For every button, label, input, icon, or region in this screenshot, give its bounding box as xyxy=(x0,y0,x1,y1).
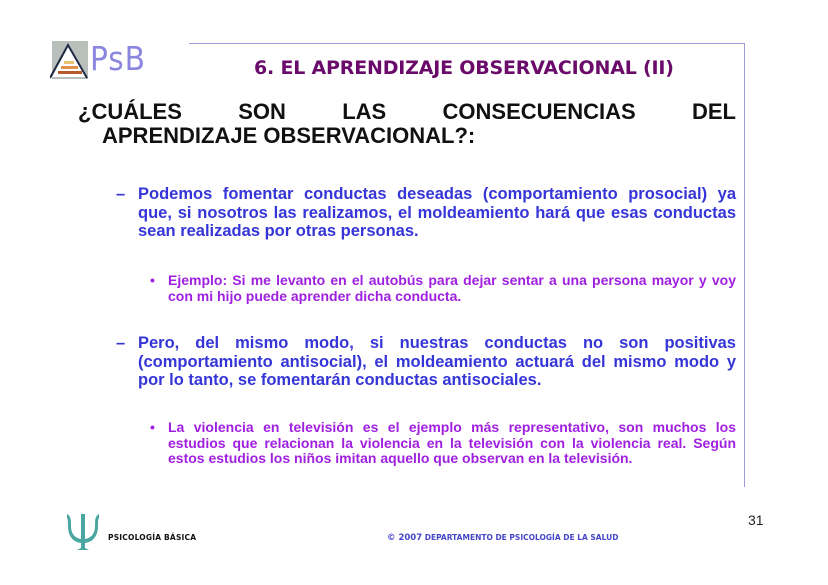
bullet-marker: • xyxy=(150,272,155,288)
department-name: DEPARTAMENTO DE PSICOLOGÍA DE LA SALUD xyxy=(424,533,619,542)
dash-item-prosocial xyxy=(116,185,736,241)
main-question-heading xyxy=(78,100,736,148)
dash-marker: – xyxy=(116,185,126,203)
dash-item-text: Pero, del mismo modo, si nuestras conductas no son positivas (comportamiento antisocial), el moldeamiento actuará del mismo modo y por lo tanto, se fomentarán conductas antisociales. xyxy=(138,334,736,389)
frame-top-line xyxy=(189,43,745,44)
heading-word: DEL xyxy=(691,99,736,124)
bullet-marker: • xyxy=(150,419,155,435)
pyramid-logo-icon xyxy=(50,41,88,79)
bullet-item-example-bus xyxy=(150,273,736,304)
footer-copyright xyxy=(387,533,618,543)
bullet-item-example-tv xyxy=(150,420,736,467)
page-number: 31 xyxy=(748,512,764,528)
dash-item-text: Podemos fomentar conductas deseadas (comportamiento prosocial) ya que, si nosotros las realizamos, el moldeamiento hará que esas conductas sean realizadas por otras personas. xyxy=(138,185,736,240)
frame-right-line xyxy=(744,43,745,487)
heading-word: SON xyxy=(238,99,286,124)
heading-word: ¿CUÁLES xyxy=(78,99,182,124)
psb-logo xyxy=(50,38,190,83)
copyright-year: © 2007 xyxy=(387,533,423,543)
bullet-item-text: Ejemplo: Si me levanto en el autobús para dejar sentar a una persona mayor y voy con mi hijo puede aprender dicha conducta. xyxy=(168,272,736,304)
heading-line-2: APRENDIZAJE OBSERVACIONAL?: xyxy=(102,123,476,148)
logo-text: PsB xyxy=(90,39,146,78)
bullet-item-text: La violencia en televisión es el ejemplo más representativo, son muchos los estudios que relacionan la violencia en la televisión con la violencia real. Según estos estudios los niños imitan aquello que observan en la televisión. xyxy=(168,419,736,466)
heading-word: CONSECUENCIAS xyxy=(442,99,636,124)
footer-course-label: PSICOLOGÍA BÁSICA xyxy=(108,533,197,542)
slide-title: 6. EL APRENDIZAJE OBSERVACIONAL (II) xyxy=(254,57,674,79)
psi-logo-icon xyxy=(65,510,101,552)
heading-line-1 xyxy=(78,100,736,124)
dash-item-antisocial xyxy=(116,334,736,390)
heading-word: LAS xyxy=(342,99,387,124)
dash-marker: – xyxy=(116,334,126,352)
